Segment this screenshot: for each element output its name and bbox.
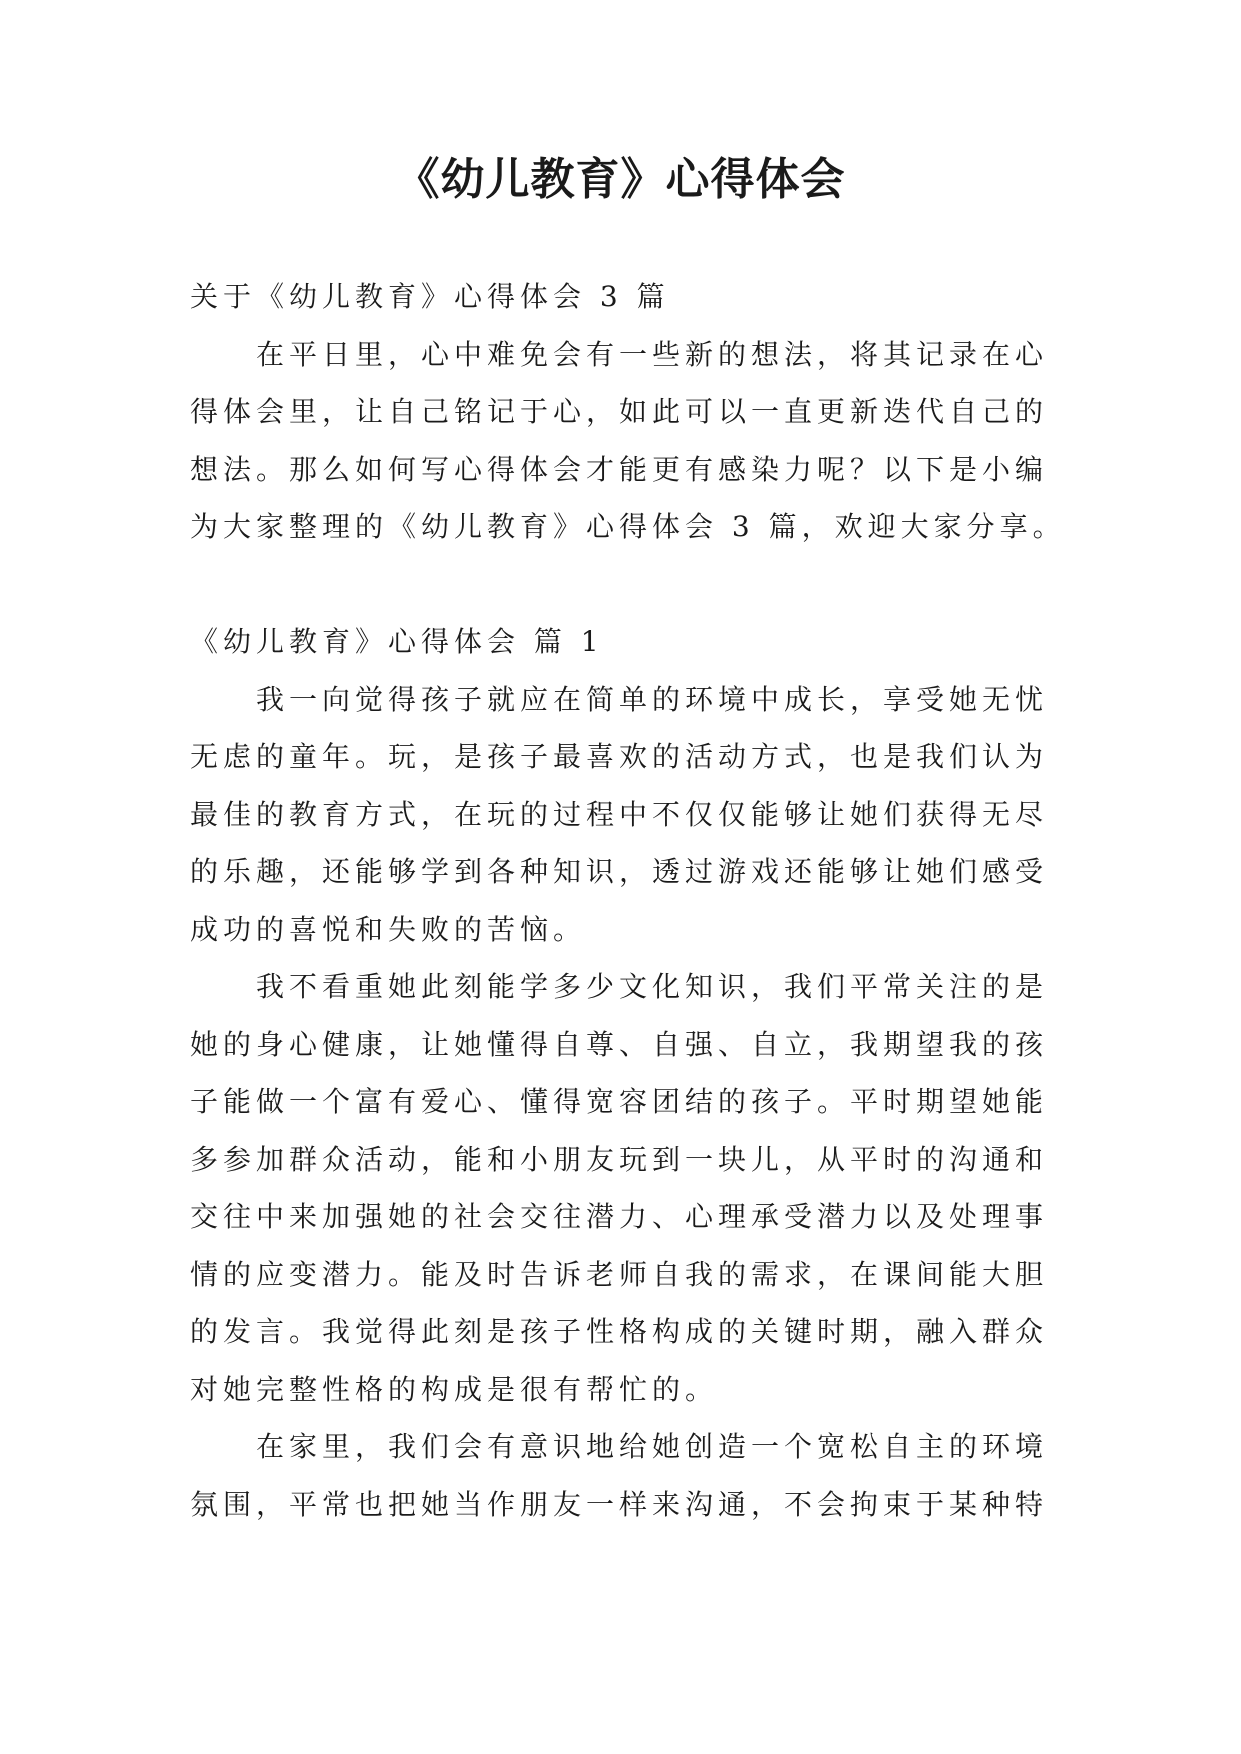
document-body xyxy=(190,268,1066,1533)
text-line: 多参加群众活动，能和小朋友玩到一块儿，从平时的沟通和 xyxy=(190,1142,1049,1176)
text-line: 的乐趣，还能够学到各种知识，透过游戏还能够让她们感受 xyxy=(190,855,1049,888)
blank-line xyxy=(190,556,1050,614)
text-line: 在家里，我们会有意识地给她创造一个宽松自主的环境 xyxy=(256,1430,1049,1463)
text-line: 最佳的教育方式，在玩的过程中不仅仅能够让她们获得无尽 xyxy=(190,797,1049,831)
text-line: 关于《幼儿教育》心得体会 3 篇 xyxy=(190,280,670,313)
text-line: 她的身心健康，让她懂得自尊、自强、自立，我期望我的孩 xyxy=(190,1027,1049,1061)
text-line: 《幼儿教育》心得体会 篇 1 xyxy=(190,625,604,658)
text-line: 对她完整性格的构成是很有帮忙的。 xyxy=(190,1372,719,1406)
text-line: 情的应变潜力。能及时告诉老师自我的需求，在课间能大胆 xyxy=(190,1257,1049,1291)
text-line: 无虑的童年。玩，是孩子最喜欢的活动方式，也是我们认为 xyxy=(190,740,1049,773)
text-line: 交往中来加强她的社会交往潜力、心理承受潜力以及处理事 xyxy=(190,1200,1049,1233)
text-line: 我一向觉得孩子就应在简单的环境中成长，享受她无忧 xyxy=(256,682,1049,716)
text-line: 想法。那么如何写心得体会才能更有感染力呢？以下是小编 xyxy=(190,452,1049,486)
text-line: 氛围，平常也把她当作朋友一样来沟通，不会拘束于某种特 xyxy=(190,1487,1049,1521)
text-line: 我不看重她此刻能学多少文化知识，我们平常关注的是 xyxy=(256,970,1049,1003)
text-line: 子能做一个富有爱心、懂得宽容团结的孩子。平时期望她能 xyxy=(190,1085,1049,1118)
text-line: 成功的喜悦和失败的苦恼。 xyxy=(190,912,587,946)
text-line: 在平日里，心中难免会有一些新的想法，将其记录在心 xyxy=(256,337,1049,371)
page-title: 《幼儿教育》心得体会 xyxy=(395,154,846,205)
text-line: 为大家整理的《幼儿教育》心得体会 3 篇，欢迎大家分享。 xyxy=(190,510,1066,543)
text-line: 得体会里，让自己铭记于心，如此可以一直更新迭代自己的 xyxy=(190,395,1049,428)
text-line: 的发言。我觉得此刻是孩子性格构成的关键时期，融入群众 xyxy=(190,1315,1049,1348)
